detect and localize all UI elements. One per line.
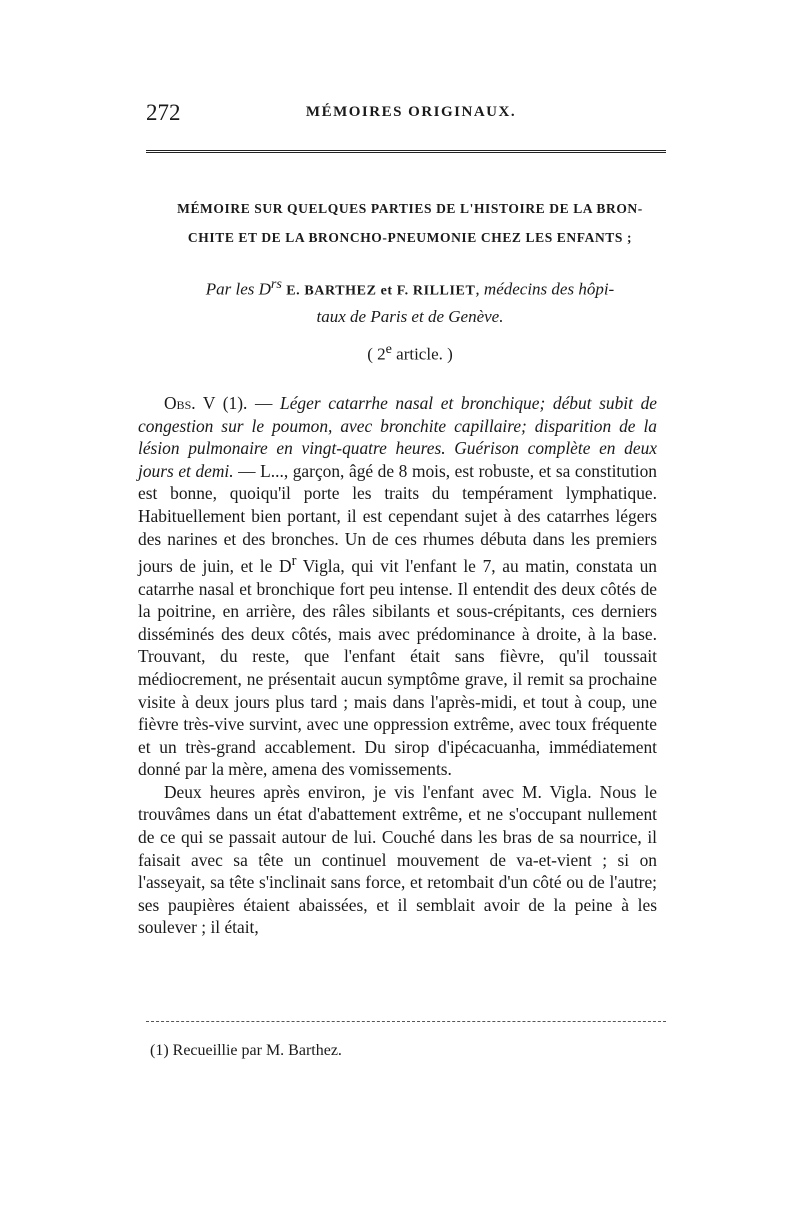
article-number-prefix: ( 2	[367, 344, 386, 364]
observation-summary: Léger catarrhe nasal et bronchique; début subit de congestion sur le poumon, avec bronchite capillaire; disparition de la lésion pulmonaire en vingt-quatre heures. Guérison complète en deux jours et demi.	[138, 393, 657, 481]
title-line-2: CHITE ET DE LA BRONCHO-PNEUMONIE CHEZ LES ENFANTS ;	[187, 230, 633, 245]
observation-dash: —	[247, 393, 281, 413]
footnote-rule	[146, 1021, 666, 1022]
page-number: 272	[146, 100, 181, 125]
author-names: E. BARTHEZ et F. RILLIET	[286, 283, 476, 299]
byline-line-1	[140, 272, 680, 304]
article-number-suffix: article. )	[391, 344, 453, 364]
observation-label: Obs. V (1).	[164, 393, 248, 413]
footnote: (1) Recueillie par M. Barthez.	[150, 1042, 342, 1059]
byline-prefix: Par les D	[205, 279, 271, 299]
header-rule	[146, 150, 666, 155]
article-number	[140, 341, 680, 365]
title-line-1: MÉMOIRE SUR QUELQUES PARTIES DE L'HISTOIRE DE LA BRON-	[177, 201, 643, 216]
paragraph-observation	[138, 392, 657, 781]
byline	[140, 272, 680, 329]
paragraph-1-text: — L..., garçon, âgé de 8 mois, est robuste, et sa constitution est bonne, quoiqu'il porte les traits du tempérament lymphatique. Habituellement bien portant, il est cependant sujet à des catarrhes légers des narines et des bronches. Un de ces rhumes débuta dans les premiers jours de juin, et le D	[138, 460, 657, 576]
running-title: MÉMOIRES ORIGINAUX.	[305, 104, 517, 120]
paragraph-1-text-continued: Vigla, qui vit l'enfant le 7, au matin, constata un catarrhe nasal et bronchique fort peu intense. Il entendit des deux côtés de la poitrine, en arrière, des râles sibilants et sous-crépitants, ces derniers disséminés des deux côtés, mais avec prédominance à droite, à la base. Trouvant, du reste, que l'enfant était sans fièvre, qu'il toussait médiocrement, ne présentait aucun symptôme grave, il remit sa prochaine visite à deux jours plus tard ; mais dans l'après-midi, et tout à coup, une fièvre très-vive survint, avec une oppression extrême, avec toux fréquente et un très-grand accablement. Du sirop d'ipécacuanha, immédiatement donné par la mère, amena des vomissements.	[138, 555, 657, 780]
article-number-sup: e	[385, 341, 392, 357]
article-title	[140, 194, 680, 252]
body-text	[138, 392, 657, 939]
byline-line-2: taux de Paris et de Genève.	[316, 306, 504, 326]
paragraph-1-sup: r	[291, 553, 297, 570]
running-head	[146, 100, 676, 130]
byline-suffix: , médecins des hôpi-	[475, 279, 615, 299]
byline-sup: rs	[270, 276, 282, 292]
paragraph-2: Deux heures après environ, je vis l'enfant avec M. Vigla. Nous le trouvâmes dans un état d'abattement extrême, et ne s'occupant nullement de ce qui se passait autour de lui. Couché dans les bras de sa nourrice, il faisait avec sa tête un continuel mouvement de va-et-vient ; si on l'asseyait, sa tête s'inclinait sans force, et retombait d'un côté ou de l'autre; ses paupières étaient abaissées, et il semblait avoir de la peine à les soulever ; il était,	[138, 781, 657, 938]
